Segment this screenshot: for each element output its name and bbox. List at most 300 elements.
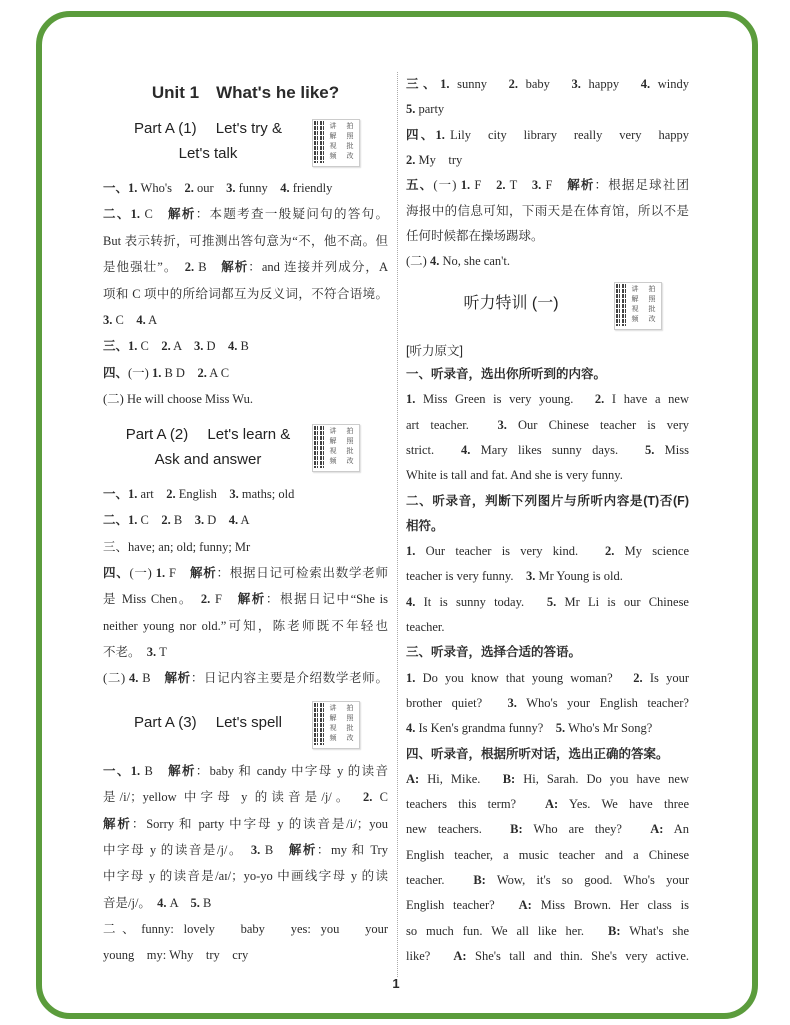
text-segment: Is your <box>642 670 689 685</box>
qr-caption-char: 批 <box>346 447 354 455</box>
text-segment: maths; old <box>238 487 295 501</box>
qr-caption-char: 拍 <box>346 122 354 130</box>
bold-label: 解析 <box>288 842 317 857</box>
text-segment: No, she can't. <box>439 254 510 269</box>
qr-code[interactable] <box>312 424 360 472</box>
text-segment: A <box>170 339 195 354</box>
text-segment: ：Sorry 和 party 中字母 y 的读音是/i/；you <box>131 816 388 831</box>
bold-label: 3. <box>103 313 113 327</box>
text-segment: Who's Mr Song? <box>565 721 653 736</box>
bold-label: 解析 <box>567 178 595 193</box>
qr-caption-char: 频 <box>329 734 337 742</box>
text-segment: C <box>137 513 162 528</box>
bold-label: 四、 <box>103 565 130 580</box>
qr-caption-char: 拍 <box>346 427 354 435</box>
text-line <box>406 767 689 791</box>
text-segment: Miss Brown. Her class is <box>531 898 689 913</box>
qr-caption-char: 照 <box>648 295 656 303</box>
bold-label: 四、 <box>103 365 129 380</box>
text-line <box>406 944 689 968</box>
qr-code[interactable] <box>614 282 662 330</box>
text-segment: 中字母 y 的读音是/j/。 <box>103 842 251 857</box>
bold-label: B: <box>502 771 516 786</box>
bold-label: 4. <box>157 895 167 910</box>
qr-caption-char: 改 <box>346 152 354 160</box>
bold-label: 2. <box>508 77 518 91</box>
text-segment: Yes. We have three <box>558 797 689 812</box>
text-segment: ：根据足球社团 <box>594 178 689 193</box>
text-line <box>406 615 689 639</box>
text-line <box>406 590 689 614</box>
text-line <box>406 564 689 588</box>
question-heading <box>406 640 689 664</box>
text-segment: B <box>237 339 249 354</box>
qr-caption-char: 照 <box>346 714 354 722</box>
qr-caption <box>325 703 341 747</box>
text-segment: Our teacher is very kind. <box>415 544 605 559</box>
bold-label: 2. <box>406 152 416 167</box>
qr-caption-char: 解 <box>329 437 337 445</box>
heading-line: Ask and answer <box>154 451 262 468</box>
text-segment: A <box>238 513 250 528</box>
qr-caption-char: 频 <box>329 457 337 465</box>
text-segment: English teacher, a music teacher and a Chinese <box>406 847 689 862</box>
qr-caption-char: 视 <box>329 447 337 455</box>
bold-label: 二、1. <box>103 513 138 528</box>
bold-label: 三、1. <box>406 77 450 91</box>
qr-code-pattern <box>314 426 324 468</box>
text-line <box>103 891 388 915</box>
text-segment: 不老。 <box>103 644 147 659</box>
text-segment: so much fun. We all like her. <box>406 923 609 938</box>
text-line <box>406 123 689 147</box>
text-segment: baby <box>517 77 572 91</box>
bold-label: 4. <box>640 77 651 91</box>
qr-code-pattern <box>314 121 324 163</box>
text-segment: Our Chinese teacher is very <box>506 417 689 432</box>
qr-caption-char: 拍 <box>346 704 354 712</box>
text-segment: F <box>470 178 497 193</box>
page-number: 1 <box>392 976 400 991</box>
bold-label: 4. <box>129 671 139 686</box>
text-segment: B <box>140 764 169 778</box>
text-segment: (二) <box>406 254 430 269</box>
heading-line: Part A (2) Let's learn & <box>125 426 291 443</box>
question-heading <box>406 514 689 538</box>
question-heading <box>406 489 689 513</box>
bold-label: 4. <box>429 254 440 269</box>
bold-label: 三、1. <box>103 339 138 354</box>
heading-line: Let's talk <box>178 145 238 162</box>
bold-label: 2. <box>604 544 615 559</box>
text-line <box>406 249 689 273</box>
bold-label: 5. <box>546 594 557 609</box>
text-segment: ：日记内容主要是介绍数学老师。 <box>190 671 388 686</box>
text-segment: Lily city library really very happy <box>444 127 689 142</box>
bold-label: 二、1. <box>103 207 141 222</box>
bold-label: 1. <box>406 544 416 559</box>
text-segment: Who's <box>137 181 185 195</box>
text-line <box>406 387 689 411</box>
text-segment: brother quiet? <box>406 695 508 710</box>
bold-label: 解析 <box>189 565 217 580</box>
bold-label: 一、1. <box>103 181 138 195</box>
bold-label: 2. <box>200 592 211 607</box>
text-line <box>406 792 689 816</box>
qr-caption-char: 讲 <box>329 122 337 130</box>
qr-caption-char: 讲 <box>329 427 337 435</box>
text-segment: Mr Li is our Chinese <box>556 594 689 609</box>
text-segment: Hi, Sarah. Do you have new <box>515 771 689 786</box>
text-line <box>406 817 689 841</box>
bold-label: 四、1. <box>406 127 445 142</box>
bold-label: 1. <box>406 392 416 407</box>
text-segment: White is tall and fat. And she is very funny. <box>406 468 623 483</box>
text-line <box>103 387 388 411</box>
text-line <box>406 148 689 172</box>
qr-caption-char: 解 <box>329 714 337 722</box>
section-heading-listening <box>406 291 616 316</box>
text-line <box>103 561 388 585</box>
bold-label: 1. <box>406 670 416 685</box>
text-line <box>406 716 689 740</box>
text-segment: teacher. <box>406 873 474 887</box>
bold-label: 1. <box>155 565 166 580</box>
section-heading-part-a-3 <box>103 710 313 735</box>
text-segment: teachers this term? <box>406 797 545 812</box>
text-segment: English <box>175 487 230 501</box>
bold-label: 3. <box>194 339 204 354</box>
bold-label: 2. <box>161 339 171 354</box>
text-segment: Who are they? <box>522 822 651 837</box>
text-segment: Is Ken's grandma funny? <box>415 721 556 736</box>
qr-code-pattern <box>616 284 626 326</box>
qr-caption <box>644 284 660 328</box>
text-segment: 三、听录音，选择合适的答语。 <box>406 645 582 660</box>
bold-label: 3. <box>525 569 536 584</box>
bold-label: 4. <box>228 513 239 528</box>
bold-label: 2. <box>496 178 506 193</box>
qr-caption <box>325 121 341 165</box>
text-segment: An <box>663 822 689 837</box>
text-line <box>103 508 388 532</box>
text-segment: happy <box>580 77 641 91</box>
text-line <box>103 282 388 306</box>
bold-label: 解析 <box>168 207 196 222</box>
text-line <box>406 893 689 917</box>
text-line <box>406 72 689 96</box>
qr-caption-char: 批 <box>346 142 354 150</box>
text-line <box>406 413 689 437</box>
bold-label: 3. <box>229 487 239 501</box>
question-heading <box>406 362 689 386</box>
text-segment: Miss <box>654 442 689 457</box>
text-segment: new teachers. <box>406 822 511 837</box>
text-line <box>406 691 689 715</box>
text-segment: T <box>505 178 532 193</box>
text-segment: 四、听录音，根据所听对话，选出正确的答案。 <box>406 746 669 761</box>
text-segment: A <box>145 313 158 327</box>
heading-line: 听力特训 (一) <box>463 295 559 312</box>
text-line <box>103 255 388 279</box>
text-segment: (一) <box>433 178 461 193</box>
text-segment: My try <box>415 152 463 167</box>
question-heading <box>406 742 689 766</box>
text-line <box>103 640 388 664</box>
bold-label: 一、1. <box>103 487 138 501</box>
bold-label: 2. <box>184 181 194 195</box>
text-segment: ：根据日记中“She is <box>265 592 388 607</box>
text-segment: Mr Young is old. <box>535 569 623 584</box>
text-line <box>103 308 388 332</box>
text-line <box>103 838 388 862</box>
bold-label: 解析 <box>164 671 191 686</box>
text-segment: Wow, it's so good. Who's your <box>485 873 689 887</box>
qr-caption-char: 讲 <box>631 285 639 293</box>
text-segment: party <box>415 102 445 117</box>
bold-label: B: <box>510 822 523 837</box>
bold-label: 5. <box>555 721 566 736</box>
text-segment: 是/i/；yellow 中字母 y 的读音是/j/。 <box>103 790 363 805</box>
text-segment: B <box>260 842 289 857</box>
bold-label: A: <box>518 898 532 913</box>
text-segment: 二、听录音，判断下列图片与所听内容是(T)否(F) <box>406 493 689 508</box>
bold-label: 4. <box>136 313 146 327</box>
bold-label: 4. <box>280 181 290 195</box>
bold-label: 3. <box>531 178 542 193</box>
qr-caption-char: 改 <box>346 457 354 465</box>
text-segment: C <box>372 790 388 805</box>
text-segment: teacher. <box>406 620 445 634</box>
text-segment: (二) He will choose Miss Wu. <box>103 392 253 407</box>
bold-label: 一、1. <box>103 764 141 778</box>
text-segment: art teacher. <box>406 417 498 432</box>
column-divider <box>397 72 398 977</box>
bold-label: 3. <box>507 695 517 710</box>
text-segment: funny <box>235 181 281 195</box>
text-segment: B D <box>161 365 198 380</box>
bold-label: B: <box>473 873 486 887</box>
bold-label: 5. <box>406 102 416 117</box>
text-segment: A C <box>206 365 230 380</box>
text-segment: Who's your English teacher? <box>516 695 689 710</box>
text-segment: ：baby 和 candy 中字母 y 的读音 <box>195 764 388 778</box>
text-segment: ：and 连接并列成分，A <box>248 260 388 275</box>
bold-label: 2. <box>161 513 171 528</box>
bold-label: 3. <box>146 644 157 659</box>
qr-caption <box>342 703 358 747</box>
bold-label: 2. <box>633 670 643 685</box>
text-segment: 任何时候都在操场踢球。 <box>406 228 544 243</box>
qr-caption-char: 视 <box>631 305 639 313</box>
text-segment: B <box>199 895 212 910</box>
text-segment: like? <box>406 948 454 963</box>
text-segment: strict. <box>406 442 461 457</box>
text-line <box>103 917 388 941</box>
text-line <box>406 224 689 248</box>
text-line <box>103 176 388 200</box>
text-segment: neither young nor old.”可知，陈老师既不年轻也 <box>103 618 388 633</box>
text-segment: F <box>210 592 238 607</box>
text-line <box>406 919 689 943</box>
text-line <box>103 759 388 783</box>
text-line <box>103 614 388 638</box>
text-line <box>406 463 689 487</box>
bold-label: 3. <box>226 181 236 195</box>
qr-caption <box>325 426 341 470</box>
text-segment: F <box>165 565 190 580</box>
text-segment: B <box>138 671 165 686</box>
text-segment: C <box>140 207 169 222</box>
qr-caption-char: 视 <box>329 724 337 732</box>
bold-label: 解析 <box>237 592 266 607</box>
text-segment: young my: Why try cry <box>103 948 249 963</box>
text-segment: ：my 和 Try <box>316 842 388 857</box>
qr-caption-char: 讲 <box>329 704 337 712</box>
qr-caption-char: 批 <box>346 724 354 732</box>
bold-label: 4. <box>460 442 471 457</box>
bold-label: 4. <box>228 339 238 354</box>
text-line <box>406 868 689 892</box>
text-segment: 音是/j/。 <box>103 895 158 910</box>
heading-line: Part A (1) Let's try & <box>134 120 282 137</box>
text-segment: (二) <box>103 671 130 686</box>
qr-caption-char: 照 <box>346 437 354 445</box>
text-line <box>406 97 689 121</box>
bold-label: 3. <box>497 417 507 432</box>
bold-label: A: <box>453 948 467 963</box>
transcript-label: [听力原文] <box>406 344 463 358</box>
text-segment: F <box>541 178 568 193</box>
text-segment: My science <box>614 544 689 559</box>
text-line <box>103 785 388 809</box>
qr-code[interactable] <box>312 119 360 167</box>
qr-code[interactable] <box>312 701 360 749</box>
text-segment: friendly <box>289 181 333 195</box>
qr-caption-char: 视 <box>329 142 337 150</box>
bold-label: 解析 <box>168 764 196 778</box>
text-segment: sunny <box>449 77 509 91</box>
text-segment: 是 Miss Chen。 <box>103 592 201 607</box>
text-segment: ：根据日记可检索出数学老师 <box>216 565 388 580</box>
text-segment: She's tall and thin. She's very active. <box>466 948 690 963</box>
text-segment: B <box>170 513 195 528</box>
text-segment: 海报中的信息可知，下雨天是在体育馆，所以不是 <box>406 203 689 218</box>
heading-line: Part A (3) Let's spell <box>134 714 282 731</box>
text-segment: 一、听录音，选出你所听到的内容。 <box>406 367 607 381</box>
text-segment: C <box>112 313 137 327</box>
text-line <box>103 229 388 253</box>
text-segment: (一) <box>128 365 152 380</box>
section-heading-part-a-2 <box>103 422 313 472</box>
text-segment: 二、funny: lovely baby yes: you your <box>103 921 388 936</box>
text-segment: C <box>137 339 162 354</box>
text-segment: A <box>166 895 191 910</box>
text-segment: Mary likes sunny days. <box>470 442 645 457</box>
bold-label: 3. <box>571 77 581 91</box>
bold-label: 2. <box>363 790 373 805</box>
bold-label: 4. <box>406 721 416 736</box>
qr-caption <box>627 284 643 328</box>
text-line <box>406 843 689 867</box>
text-segment: What's she <box>620 923 689 938</box>
qr-code-pattern <box>314 703 324 745</box>
qr-caption-char: 频 <box>631 315 639 323</box>
bold-label: 2. <box>594 392 605 407</box>
text-segment: ：本题考查一般疑问句的答句。 <box>195 207 388 222</box>
qr-caption-char: 拍 <box>648 285 656 293</box>
text-segment: D <box>203 339 229 354</box>
bold-label: 5. <box>645 442 655 457</box>
unit-title: Unit 1 What's he like? <box>151 83 340 102</box>
qr-caption-char: 批 <box>648 305 656 313</box>
text-line <box>103 587 388 611</box>
text-segment: B <box>194 260 222 275</box>
bold-label: 五、 <box>406 178 434 193</box>
qr-caption-char: 解 <box>631 295 639 303</box>
bold-label: A: <box>544 797 559 812</box>
qr-caption-char: 改 <box>346 734 354 742</box>
text-segment: Miss Green is very young. <box>415 392 595 407</box>
text-segment: teacher is very funny. <box>406 569 526 584</box>
bold-label: 5. <box>190 895 200 910</box>
bold-label: 2. <box>184 260 195 275</box>
text-segment: 相符。 <box>406 518 444 533</box>
qr-caption <box>342 426 358 470</box>
text-segment: English teacher? <box>406 898 519 913</box>
text-segment: Do you know that young woman? <box>415 670 634 685</box>
text-line <box>103 334 388 358</box>
text-segment: I have a new <box>604 392 689 407</box>
bold-label: A: <box>406 771 420 786</box>
bold-label: 2. <box>166 487 176 501</box>
text-line <box>103 361 388 385</box>
text-segment: windy <box>650 77 689 91</box>
bold-label: 4. <box>406 594 416 609</box>
text-segment: 三、have; an; old; funny; Mr <box>103 539 251 554</box>
text-line <box>406 539 689 563</box>
bold-label: 解析 <box>103 816 132 831</box>
qr-caption-char: 照 <box>346 132 354 140</box>
qr-caption <box>342 121 358 165</box>
text-segment: our <box>193 181 227 195</box>
bold-label: A: <box>650 822 664 837</box>
text-line <box>103 535 388 559</box>
qr-caption-char: 解 <box>329 132 337 140</box>
text-segment: (一) <box>129 565 156 580</box>
text-line <box>406 173 689 197</box>
bold-label: 3. <box>250 842 261 857</box>
text-segment: 项和 C 项中的所给词都互为反义词，不符合语境。 <box>103 286 388 301</box>
text-line <box>406 199 689 223</box>
text-line <box>103 666 388 690</box>
text-line <box>103 864 388 888</box>
bold-label: 1. <box>460 178 471 193</box>
bold-label: 解析 <box>221 260 249 275</box>
text-segment: art <box>137 487 167 501</box>
text-segment: 是他强壮”。 <box>103 260 185 275</box>
text-line <box>406 666 689 690</box>
text-line <box>406 438 689 462</box>
text-segment: Hi, Mike. <box>419 771 503 786</box>
bold-label: 2. <box>197 365 207 380</box>
text-segment: D <box>204 513 229 528</box>
text-segment: 中字母 y 的读音是/aɪ/；yo-yo 中画线字母 y 的读 <box>103 869 388 884</box>
section-heading-part-a-1 <box>103 116 313 166</box>
text-segment: But 表示转折，可推测出答句意为“不，他不高。但 <box>103 233 388 248</box>
bold-label: B: <box>608 923 621 938</box>
text-line <box>103 812 388 836</box>
